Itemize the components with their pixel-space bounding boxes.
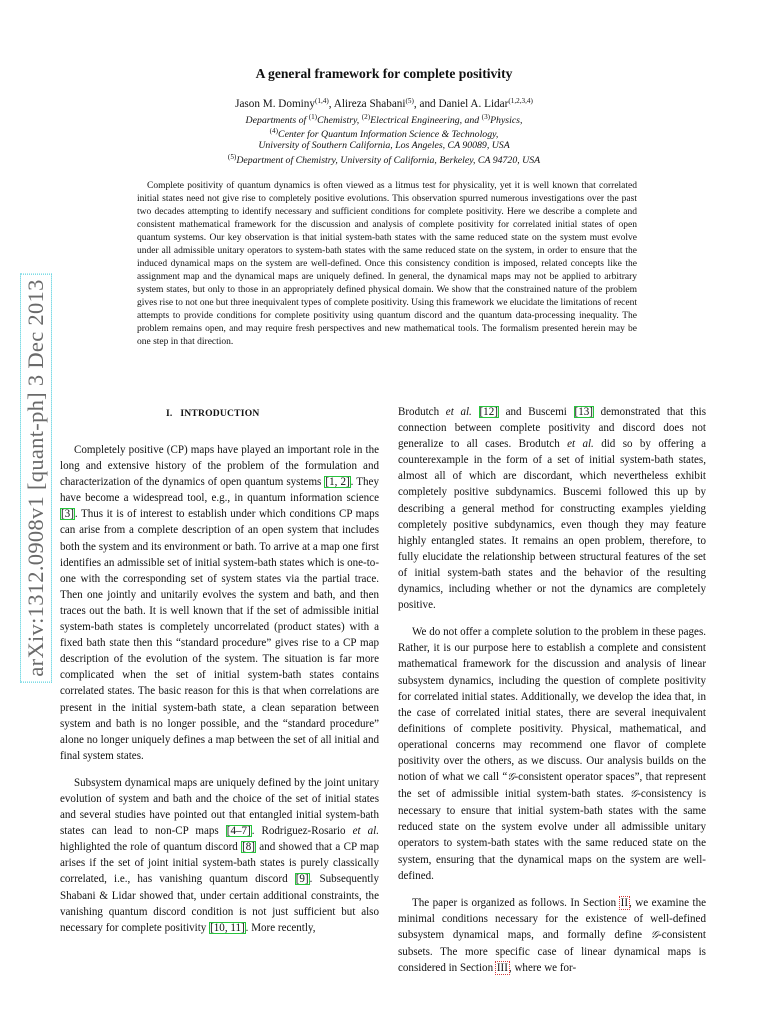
author-affil-marker: (1,4) — [314, 97, 329, 105]
author-affil-marker: (1,2,3,4) — [508, 97, 533, 105]
body-text: -consistent subsets. The more specific case of linear dynamical maps is considered in Section — [398, 928, 706, 975]
math-symbol: 𝒢 — [650, 929, 659, 941]
body-text — [472, 406, 479, 418]
citation-link[interactable]: [13] — [574, 406, 593, 418]
body-text: . More recently, — [245, 921, 316, 934]
author-name: Jason M. Dominy — [235, 98, 315, 110]
body-text: and Buscemi — [498, 406, 574, 418]
affiliation-line: University of Southern California, Los Angeles, CA 90089, USA — [258, 140, 510, 151]
emphasis-text: et al. — [445, 406, 472, 418]
right-column — [398, 404, 706, 976]
affiliation-line — [0, 113, 768, 126]
section-title: INTRODUCTION — [180, 408, 260, 419]
author-list — [0, 97, 768, 110]
paragraph — [60, 442, 379, 764]
affiliation-line — [0, 153, 768, 166]
affiliation-text: Departments of — [245, 115, 309, 126]
abstract: Complete positivity of quantum dynamics is often viewed as a litmus test for physicality, yet it is well known that correlated initial states need not give rise to completely positive evolutions. This observation spurred numerous investigations over the past two decades attempting to identify necessary and sufficient conditions for complete positivity. Here we describe a complete and consistent mathematical framework for the discussion and analysis of complete positivity for correlated initial states of open quantum systems. Our key observation is that initial system-bath states with the same reduced state on the system must evolve under all admissible unitary operators to system-bath states with the same reduced state on the system, in order to ensure that the induced dynamical maps on the system are well-defined. Once this consistency condition is imposed, related concepts like the assignment map and the dynamical maps are uniquely defined. In general, the dynamical maps may not be applied to arbitrary system states, but only to those in an appropriately defined physical domain. We show that the constrained nature of the problem gives rise to not one but three inequivalent types of complete positivity. Using this framework we elucidate the limitations of recent attempts to provide conditions for complete positivity using quantum discord and the quantum data-processing inequality. The problem remains open, and may require fresh perspectives and new mathematical tools. The formalism presented herein may be one step in that direction. — [137, 181, 637, 348]
paragraph-gap — [398, 884, 706, 895]
affiliation-text: Department of Chemistry, University of California, Berkeley, CA 94720, USA — [236, 155, 541, 166]
paragraph — [398, 624, 706, 884]
math-symbol: 𝒢 — [629, 789, 638, 801]
body-text: highlighted the role of quantum discord — [60, 841, 242, 854]
citation-link[interactable]: [4–7] — [226, 825, 251, 838]
citation-link[interactable]: [10, 11] — [210, 921, 245, 934]
affil-marker: (2) — [361, 113, 371, 121]
author-separator: , — [328, 98, 334, 110]
affiliation-line — [0, 127, 768, 140]
paragraph-gap — [398, 613, 706, 624]
section-ref-link[interactable]: III — [496, 962, 508, 975]
body-text: The paper is organized as follows. In Section — [412, 896, 620, 909]
section-ref-link[interactable]: II — [620, 896, 629, 909]
affil-marker: (5) — [227, 153, 237, 161]
arxiv-identifier[interactable]: arXiv:1312.0908v1 [quant-ph] 3 Dec 2013 — [23, 276, 49, 679]
body-text: We do not offer a complete solution to the problem in these pages. Rather, it is our purpose here to establish a complete and consistent mathematical framework for the discussion and analysis of linear subsystem dynamics, including the question of complete positivity for correlated initial states. Additionally, we develop the idea that, in the case of correlated initial states, there are several inequivalent definitions of complete positivity. Physical, mathematical, and operational concerns may recommend one flavor of complete positivity over the others, as we discuss. Our analysis builds on the notion of what we call “ — [398, 626, 706, 784]
section-heading — [166, 408, 260, 419]
body-text: Completely positive (CP) maps have played an important role in the long and extensive history of the problem of the formulation and characterization of the dynamics of open quantum systems — [60, 444, 379, 489]
paper-title: A general framework for complete positivity — [255, 66, 513, 81]
affil-marker: (3) — [481, 113, 491, 121]
body-text: demonstrated that this connection between complete positivity and discord does not generalize to all cases. Brodutch — [398, 406, 707, 451]
body-text: Brodutch — [398, 406, 446, 418]
left-column — [60, 442, 379, 936]
citation-link[interactable]: [3] — [61, 508, 74, 521]
affiliation-text: Chemistry, — [317, 115, 362, 126]
body-text: and showed that a CP map arises if the set of joint initial system-bath states is purely classically correlated, i.e., has vanishing quantum discord — [60, 841, 379, 886]
affiliation-text: Physics, — [490, 115, 523, 126]
body-text: . Subsequently Shabani & Lidar showed that, under certain additional constraints, the vanishing quantum discord condition is not just sufficient but also necessary for complete positivity — [60, 873, 379, 934]
author-name: Daniel A. Lidar — [438, 98, 509, 110]
math-symbol: 𝒢 — [507, 772, 515, 784]
affil-marker: (4) — [269, 127, 279, 135]
paragraph — [60, 775, 379, 936]
body-text: -consistent operator spaces”, that represent the set of admissible initial system-bath states. — [398, 771, 706, 801]
citation-link[interactable]: [1, 2] — [325, 476, 350, 489]
emphasis-text: et al. — [352, 825, 379, 838]
body-text: . Thus it is of interest to establish under which conditions CP maps can arise from a complete description of an open system that includes both the system and its environment or bath. To arrive at a map one first identifies an admissible set of initial system-bath states which is one-to-one with the corresponding set of system states via the partial trace. Then one jointly and unitarily evolves the system and bath, and then traces out the bath. It is well known that if the set of admissible initial system-bath states is completely uncorrelated (product states) with a fixed bath state then this “standard procedure” gives rise to a CP map description of the evolution of the system. The situation is far more complicated when the set of initial system-bath states contains correlated states. The basic reason for this is that when correlations are present in the initial system-bath state, a clean separation between system and bath is no longer possible, and the “standard procedure” alone no longer uniquely defines a map between the set of all initial and final system states. — [60, 508, 379, 762]
body-text: -consistency is necessary to ensure that initial system-bath states with the same reduced state on the system evolve under all admissible unitary operators to system-bath states with the same reduced state on the system, ensuring that the dynamical maps on the system are well-defined. — [398, 788, 707, 882]
affiliation-text: Center for Quantum Information Science & Technology, — [278, 129, 499, 140]
paragraph — [398, 895, 706, 976]
emphasis-text: et al. — [567, 438, 594, 451]
body-text: , where we for- — [508, 962, 577, 975]
arxiv-sidebar — [24, 238, 48, 718]
section-number: I. — [166, 408, 173, 419]
affiliation-text: Electrical Engineering, and — [370, 115, 482, 126]
body-text: . Rodriguez-Rosario — [251, 825, 353, 838]
body-text: Subsystem dynamical maps are uniquely defined by the joint unitary evolution of system and bath and the choice of the set of initial states and several studies have pointed out that entangled initial system-bath states can lead to non-CP maps — [60, 776, 379, 838]
citation-link[interactable]: [9] — [295, 873, 309, 886]
citation-link[interactable]: [12] — [479, 406, 498, 418]
author-separator: , and — [413, 98, 439, 110]
author-affil-marker: (5) — [405, 97, 414, 105]
paragraph — [398, 404, 706, 613]
citation-link[interactable]: [8] — [242, 841, 255, 854]
body-text: did so by offering a counterexample in the form of a set of initial system-bath states, almost all of which are discordant, which nevertheless exhibit completely positive subdynamics. Buscemi followed this up by describing a general method for constructing examples yielding completely positive subdynamics, even though they may feature highly entangled states. It remains an open problem, therefore, to fully elucidate the relationship between structural features of the set of initial system-bath states and the behavior of the resulting dynamics, including whether or not the dynamics are completely positive. — [398, 438, 707, 612]
affil-marker: (1) — [308, 113, 318, 121]
paragraph-gap — [60, 764, 379, 775]
body-text: . They have become a widespread tool, e.g., in quantum information science — [60, 476, 379, 505]
author-name: Alireza Shabani — [333, 98, 406, 110]
body-text: , we examine the minimal conditions necessary for the existence of well-defined subsystem dynamical maps, and formally define — [398, 896, 706, 941]
